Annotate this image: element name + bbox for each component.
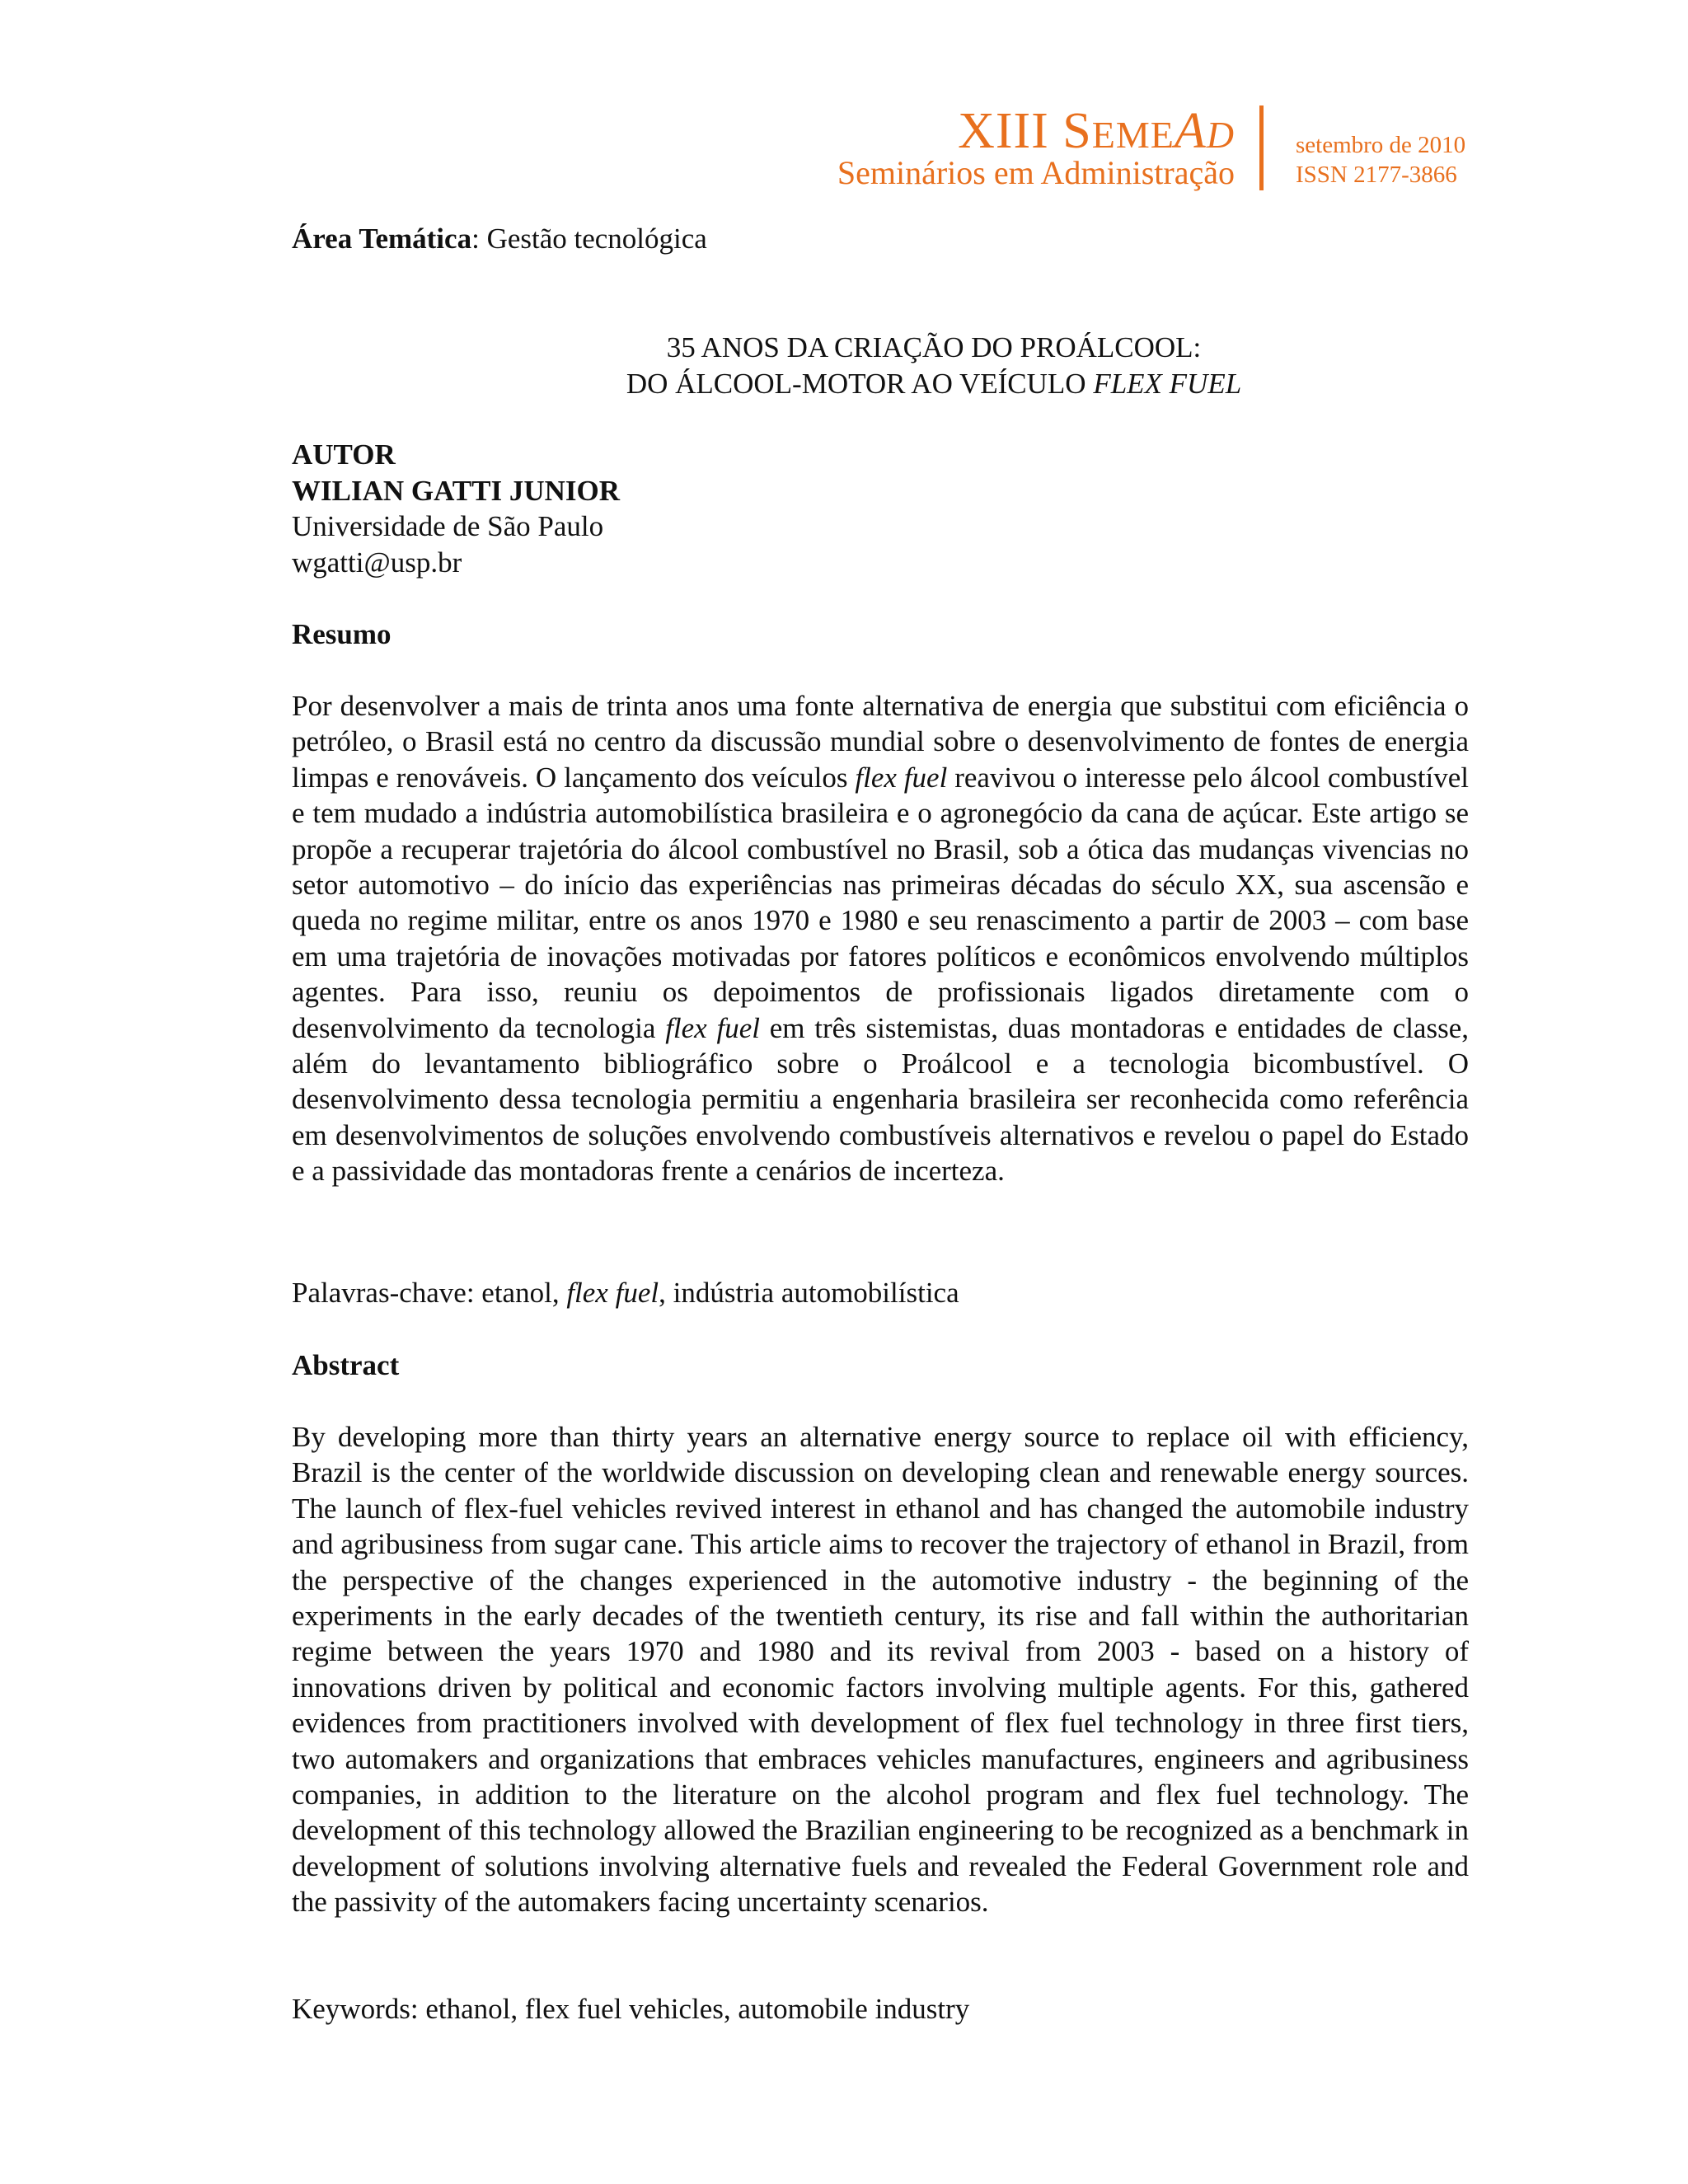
resumo-text: [292, 688, 1469, 1189]
abstract-text: By developing more than thirty years an alternative energy source to replace oil with efficiency, Brazil is the center of the worldwide discussion on developing clean and renewable energy sources. The launch of flex-fuel vehicles revived interest in ethanol and has changed the automobile industry and agribusiness from sugar cane. This article aims to recover the trajectory of ethanol in Brazil, from the perspective of the changes experienced in the automotive industry - the beginning of the experiments in the early decades of the twentieth century, its rise and fall within the authoritarian regime between the years 1970 and 1980 and its revival from 2003 - based on a history of innovations driven by political and economic factors involving multiple agents. For this, gathered evidences from practitioners involved with development of flex fuel technology in three first tiers, two automakers and organizations that embraces vehicles manufactures, engineers and agribusiness companies, in addition to the literature on the alcohol program and flex fuel technology. The development of this technology allowed the Brazilian engineering to be recognized as a benchmark in development of solutions involving alternative fuels and revealed the Federal Government role and the passivity of the automakers facing uncertainty scenarios.: [292, 1421, 1469, 1919]
resumo-italic-1: flex fuel: [855, 761, 948, 794]
conference-date: setembro de 2010: [1296, 132, 1466, 158]
author-name: WILIAN GATTI JUNIOR: [292, 474, 621, 507]
resumo-segment-1: Por desenvolver a mais de trinta anos uma fonte alternativa de energia que substitui com eficiência o petróleo, o Brasil está no centro da discussão mundial sobre o desenvolvimento de fontes de energia limpas e renováveis. O lançamento dos veículos: [292, 690, 1469, 794]
author-email: wgatti@usp.br: [292, 546, 462, 579]
thematic-area-label: Área Temática: [292, 223, 472, 255]
author-institution: Universidade de São Paulo: [292, 510, 604, 542]
conference-title-a: A: [1174, 103, 1207, 159]
header-divider: [1259, 105, 1264, 190]
paper-title-line-1: 35 ANOS DA CRIAÇÃO DO PROÁLCOOL:: [666, 331, 1202, 363]
abstract-heading: Abstract: [292, 1349, 400, 1381]
conference-title: [958, 105, 1235, 161]
conference-title-d: D: [1206, 114, 1235, 156]
author-heading: AUTOR: [292, 438, 396, 471]
resumo-paragraph: [292, 688, 1469, 1189]
conference-header: [816, 97, 1475, 196]
conference-title-smallcaps: EME: [1091, 114, 1175, 156]
thematic-area: [292, 221, 1469, 257]
thematic-area-separator: :: [471, 223, 487, 255]
author-block: [292, 437, 1469, 580]
abstract-paragraph: [292, 1419, 1469, 1920]
paper-title-line-2: [399, 366, 1469, 402]
conference-issn: ISSN 2177-3866: [1296, 162, 1457, 188]
conference-subtitle: Seminários em Administração: [837, 154, 1235, 191]
resumo-segment-3: em três sistemistas, duas montadoras e entidades de classe, além do levantamento bibliográfico sobre o Proálcool e a tecnologia bicombustível. O desenvolvimento dessa tecnologia permitiu a engenharia brasileira ser reconhecida como referência em desenvolvimentos de soluções envolvendo combustíveis alternativos e revelou o papel do Estado e a passividade das montadoras frente a cenários de incerteza.: [292, 1011, 1469, 1188]
resumo-italic-2: flex fuel: [665, 1011, 760, 1044]
keywords-pt-italic: flex fuel: [566, 1277, 659, 1309]
thematic-area-value: Gestão tecnológica: [486, 223, 707, 255]
paper-title: [292, 330, 1469, 401]
resumo-heading: Resumo: [292, 618, 392, 650]
keywords-en: Keywords: ethanol, flex fuel vehicles, automobile industry: [292, 1993, 970, 2025]
keywords-pt-prefix: Palavras-chave: etanol,: [292, 1277, 567, 1309]
keywords-pt: [292, 1275, 1469, 1310]
paper-title-line-2-italic: FLEX FUEL: [1093, 367, 1242, 400]
keywords-pt-suffix: , indústria automobilística: [659, 1277, 959, 1309]
conference-title-main: XIII S: [958, 103, 1092, 159]
paper-title-line-2-text: DO ÁLCOOL-MOTOR AO VEÍCULO: [626, 367, 1094, 400]
resumo-segment-2: reavivou o interesse pelo álcool combustível e tem mudado a indústria automobilística brasileira e o agronegócio da cana de açúcar. Este artigo se propõe a recuperar trajetória do álcool combustível no Brasil, sob a ótica das mudanças vivencias no setor automotivo – do início das experiências nas primeiras décadas do século XX, sua ascensão e queda no regime militar, entre os anos 1970 e 1980 e seu renascimento a partir de 2003 – com base em uma trajetória de inovações motivadas por fatores políticos e econômicos envolvendo múltiplos agentes. Para isso, reuniu os depoimentos de profissionais ligados diretamente com o desenvolvimento da tecnologia: [292, 761, 1469, 1044]
